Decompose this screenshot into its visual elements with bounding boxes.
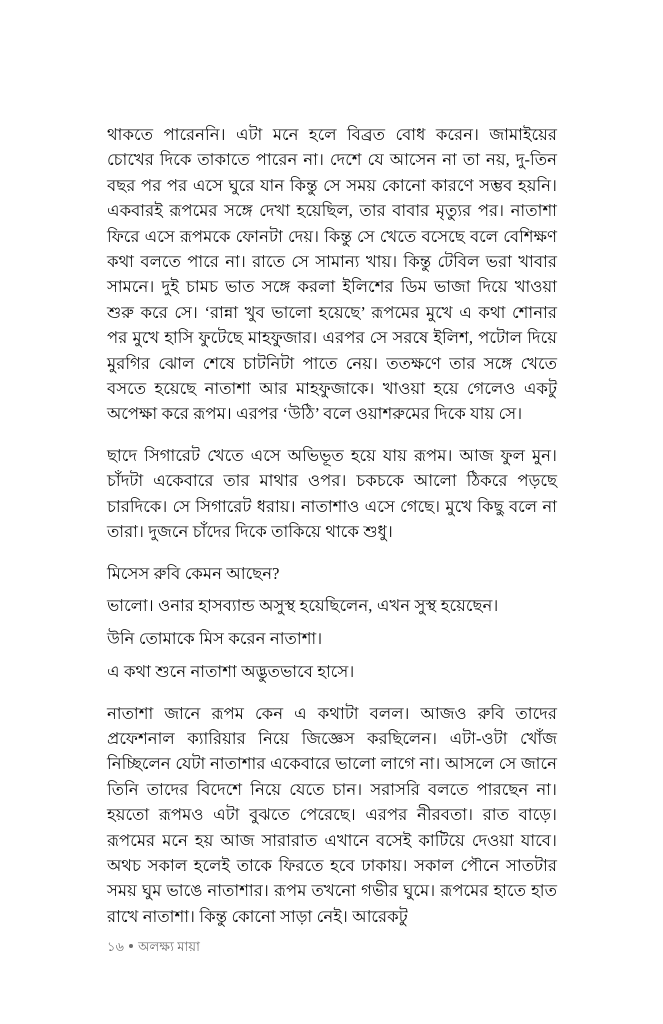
dialogue-line-1: মিসেস রুবি কেমন আছেন? [107,563,280,583]
page-footer [107,938,200,956]
page-text-block [107,122,557,929]
running-title: অলক্ষ্য মায়া [138,939,200,954]
dialogue-line-4: এ কথা শুনে নাতাশা অদ্ভুতভাবে হাসে। [107,662,355,682]
bullet-separator-icon [129,944,133,948]
dialogue-line-3: উনি তোমাকে মিস করেন নাতাশা। [107,629,323,649]
paragraph-3: নাতাশা জানে রূপম কেন এ কথাটা বলল। আজও রুবি তাদের প্রফেশনাল ক্যারিয়ার নিয়ে জিজ্ঞেস করছিলেন। এটা-ওটা খোঁজ নিচ্ছিলেন যেটা নাতাশার একেবারে ভালো লাগে না। আসলে সে জানে তিনি তাদের বিদেশে নিয়ে যেতে চান। সরাসরি বলতে পারছেন না। হয়তো রূপমও এটা বুঝতে পেরেছে। এরপর নীরবতা। রাত বাড়ে। রূপমের মনে হয় আজ সারারাত এখানে বসেই কাটিয়ে দেওয়া যাবে। অথচ সকাল হলেই তাকে ফিরতে হবে ঢাকায়। সকাল পৌনে সাতটার সময় ঘুম ভাঙে নাতাশার। রূপম তখনো গভীর ঘুমে। রূপমের হাতে হাত রাখে নাতাশা। কিন্তু কোনো সাড়া নেই। আরেকটু [107,703,557,926]
dialogue-line-2: ভালো। ওনার হাসব্যান্ড অসুস্থ হয়েছিলেন, এখন সুস্থ হয়েছেন। [107,596,499,616]
paragraph-2: ছাদে সিগারেট খেতে এসে অভিভূত হয়ে যায় রূপম। আজ ফুল মুন। চাঁদটা একেবারে তার মাথার ওপর। চকচকে আলো ঠিকরে পড়ছে চারদিকে। সে সিগারেট ধরায়। নাতাশাও এসে গেছে। মুখে কিছু বলে না তারা। দুজনে চাঁদের দিকে তাকিয়ে থাকে শুধু। [107,445,557,542]
page-number: ১৬ [107,939,125,954]
paragraph-1: থাকতে পারেননি। এটা মনে হলে বিব্রত বোধ করেন। জামাইয়ের চোখের দিকে তাকাতে পারেন না। দেশে যে আসেন না তা নয়, দু-তিন বছর পর পর এসে ঘুরে যান কিন্তু সে সময় কোনো কারণে সম্ভব হয়নি। একবারই রূপমের সঙ্গে দেখা হয়েছিল, তার বাবার মৃত্যুর পর। নাতাশা ফিরে এসে রূপমকে ফোনটা দেয়। কিন্তু সে খেতে বসেছে বলে বেশিক্ষণ কথা বলতে পারে না। রাতে সে সামান্য খায়। কিন্তু টেবিল ভরা খাবার সামনে। দুই চামচ ভাত সঙ্গে করলা ইলিশের ডিম ভাজা দিয়ে খাওয়া শুরু করে সে। ‘রান্না খুব ভালো হয়েছে’ রূপমের মুখে এ কথা শোনার পর মুখে হাসি ফুটেছে মাহফুজার। এরপর সে সরষে ইলিশ, পটোল দিয়ে মুরগির ঝোল শেষে চাটনিটা পাতে নেয়। ততক্ষণে তার সঙ্গে খেতে বসতে হয়েছে নাতাশা আর মাহফুজাকে। খাওয়া হয়ে গেলেও একটু অপেক্ষা করে রূপম। এরপর ‘উঠি’ বলে ওয়াশরুমের দিকে যায় সে। [107,125,557,424]
